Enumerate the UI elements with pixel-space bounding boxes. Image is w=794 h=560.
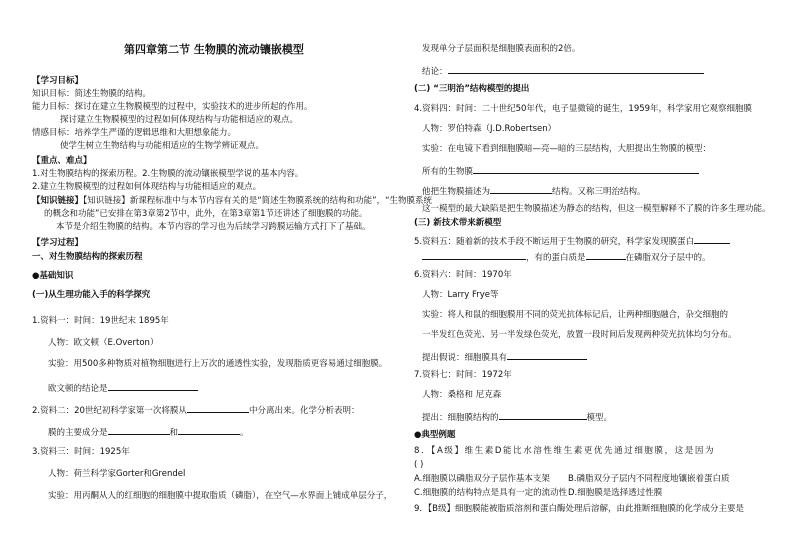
description-label: 他把生物膜描述为 xyxy=(422,187,491,197)
goals-header: 【学习目标】 xyxy=(32,76,84,86)
material-6-experiment-2: 一半发红色荧光、另一半发绿色荧光，放置一段时间后发现两种荧光抗体均匀分布。 xyxy=(422,330,737,340)
process-header: 【学习过程】 xyxy=(32,238,84,248)
focus-item-1: 1.对生物膜结构的探索历程。2.生物膜的流动镶嵌模型学说的基本内容。 xyxy=(32,169,304,179)
knowledge-link-3: 本节是介绍生物膜的结构。本节内容的学习也为后续学习跨膜运输方式打下了基础。 xyxy=(56,222,371,232)
hypothesis-label: 提出假说：细胞膜具有 xyxy=(422,353,508,363)
proposal-label: 提出：细胞膜结构的 xyxy=(422,413,499,423)
material-4-description xyxy=(422,184,646,198)
question-9: 9．【B级】细胞膜能被脂质溶剂和蛋白酶处理后溶解，由此推断细胞膜的化学成分主要是 xyxy=(414,504,744,514)
material-5-text-end: 在磷脂双分子层中的。 xyxy=(625,253,711,263)
section-1-heading: 一、对生物膜结构的探索历程 xyxy=(32,252,143,262)
material-1-person: 人物：欧文顿（E.Overton） xyxy=(48,338,159,348)
material-5-text: 5.资料五：随着新的技术手段不断运用于生物膜的研究，科学家发现膜蛋白 xyxy=(414,237,695,247)
material-3-time: 3.资料三：时间：1925年 xyxy=(32,447,130,457)
answer-blank[interactable] xyxy=(694,234,730,244)
material-5-text-cont: ，有的蛋白质是 xyxy=(526,253,586,263)
period-text: 。 xyxy=(240,428,249,438)
material-3-conclusion xyxy=(422,64,704,78)
subsection-2-heading: (二) “三明治”结构模型的提出 xyxy=(414,84,530,94)
knowledge-link-1 xyxy=(32,196,432,207)
answer-blank[interactable] xyxy=(178,425,240,435)
material-6-time: 6.资料六：时间：1970年 xyxy=(414,270,512,280)
focus-header: 【重点、难点】 xyxy=(32,156,92,166)
material-1-time: 1.资料一：时间：19世纪末 1895年 xyxy=(32,316,169,326)
knowledge-link-label: 【知识链接】 xyxy=(32,196,84,206)
proposal-end: 模型。 xyxy=(586,413,613,423)
answer-blank[interactable] xyxy=(499,410,587,420)
material-2-components-label: 膜的主要成分是 xyxy=(48,428,108,438)
material-2-line-1 xyxy=(32,403,359,417)
description-cont: 结构。又称三明治结构。 xyxy=(552,187,646,197)
material-2-text: 2.资料二：20世纪初科学家第一次将膜从 xyxy=(32,406,187,416)
knowledge-link-text: 【知识链接】新课程标准中与本节内容有关的是“简述生物膜系统的结构和功能”，“生物膜系统 xyxy=(83,196,432,206)
answer-blank[interactable] xyxy=(448,64,704,74)
option-b[interactable]: B.磷脂双分子层内不同程度地镶嵌着蛋白质 xyxy=(568,474,730,484)
subsection-1-heading: (一)从生理功能入手的科学探究 xyxy=(32,290,151,300)
goal-ability: 能力目标：探讨在建立生物膜模型的过程中，实验技术的进步所起的作用。 xyxy=(32,102,313,112)
answer-blank[interactable] xyxy=(490,184,552,194)
goal-emotion: 情感目标：培养学生严谨的逻辑思维和大胆想象能力。 xyxy=(32,128,237,138)
goal-ability-cont: 探讨建立生物膜模型的过程如何体现结构与功能相适应的观点。 xyxy=(60,115,299,125)
goal-knowledge: 知识目标：简述生物膜的结构。 xyxy=(32,89,152,99)
material-6-hypothesis xyxy=(422,350,587,364)
material-4-time: 4.资料四：时间：二十世纪50年代，电子显微镜的诞生，1959年，科学家用它观察细胞膜 xyxy=(414,104,753,114)
question-8-answer[interactable]: ( ) xyxy=(414,460,424,470)
focus-item-2: 2.建立生物膜模型的过程如何体现结构与功能相适应的观点。 xyxy=(32,182,262,192)
answer-blank[interactable] xyxy=(108,425,170,435)
page-title: 第四章第二节 生物膜的流动镶嵌模型 xyxy=(124,43,304,56)
material-4-note: 这一模型的最大缺陷是把生物膜描述为静态的结构，但这一模型解释不了膜的许多生理功能。 xyxy=(422,204,771,214)
material-3-experiment: 实验：用丙酮从人的红细胞的细胞膜中提取脂质（磷脂），在空气—水界面上铺成单层分子， xyxy=(48,491,393,501)
material-2-line-2 xyxy=(48,425,249,439)
knowledge-link-2: 的概念和功能”已安排在第3章第2节中，此外，在第3章第1节还讲述了细胞膜的功能。 xyxy=(44,209,368,219)
conclusion-label: 欧文顿的结论是 xyxy=(48,384,108,394)
material-5-line-1 xyxy=(414,234,730,248)
option-d[interactable]: D.细胞膜是选择透过性膜 xyxy=(568,488,663,498)
material-4-all xyxy=(422,164,699,178)
examples-heading: ●典型例题 xyxy=(414,430,456,440)
material-1-conclusion xyxy=(48,381,198,395)
material-7-time: 7.资料七：时间：1972年 xyxy=(414,370,512,380)
answer-blank[interactable] xyxy=(422,250,526,260)
material-7-person: 人物：桑格和 尼克森 xyxy=(422,390,502,400)
material-6-person: 人物：Larry Frye等 xyxy=(422,290,499,300)
basic-knowledge-heading: ●基础知识 xyxy=(32,271,74,281)
answer-blank[interactable] xyxy=(507,350,587,360)
material-5-line-2 xyxy=(422,250,711,264)
material-2-text-cont: 中分离出来。化学分析表明： xyxy=(248,406,360,416)
option-c[interactable]: C.细胞膜的结构特点是具有一定的流动性 xyxy=(414,488,568,498)
material-1-experiment: 实验：用500多种物质对植物细胞进行上万次的通透性实验，发现脂质更容易通过细胞膜。 xyxy=(48,359,388,369)
option-a[interactable]: A.细胞膜以磷脂双分子层作基本支架 xyxy=(414,474,550,484)
all-membranes-label: 所有的生物膜 xyxy=(422,167,474,177)
answer-blank[interactable] xyxy=(473,164,699,174)
material-4-person: 人物：罗伯特森（J.D.Robertsen） xyxy=(422,124,557,134)
answer-blank[interactable] xyxy=(187,403,249,413)
and-text: 和 xyxy=(169,428,179,438)
material-7-proposal xyxy=(422,410,612,424)
material-3-continued: 发现单分子层面积是细胞膜表面积的2倍。 xyxy=(422,44,581,54)
answer-blank[interactable] xyxy=(108,381,198,391)
answer-blank[interactable] xyxy=(586,250,626,260)
material-4-experiment: 实验：在电镜下看到细胞膜暗—亮—暗的三层结构，大胆提出生物膜的模型： xyxy=(422,144,712,154)
subsection-3-heading: (三) 新技术带来新模型 xyxy=(414,218,502,228)
material-3-person: 人物：荷兰科学家Gorter和Grendel xyxy=(48,469,186,479)
material-6-experiment-1: 实验：将人和鼠的细胞膜用不同的荧光抗体标记后，让两种细胞融合，杂交细胞的 xyxy=(422,310,729,320)
question-8: 8．【A级】维生素D能比水溶性维生素更优先通过细胞膜，这是因为 xyxy=(414,446,716,456)
goal-emotion-cont: 使学生树立生物结构与功能相适应的生物学辨证观点。 xyxy=(60,141,265,151)
conclusion-label: 结论： xyxy=(422,67,448,77)
